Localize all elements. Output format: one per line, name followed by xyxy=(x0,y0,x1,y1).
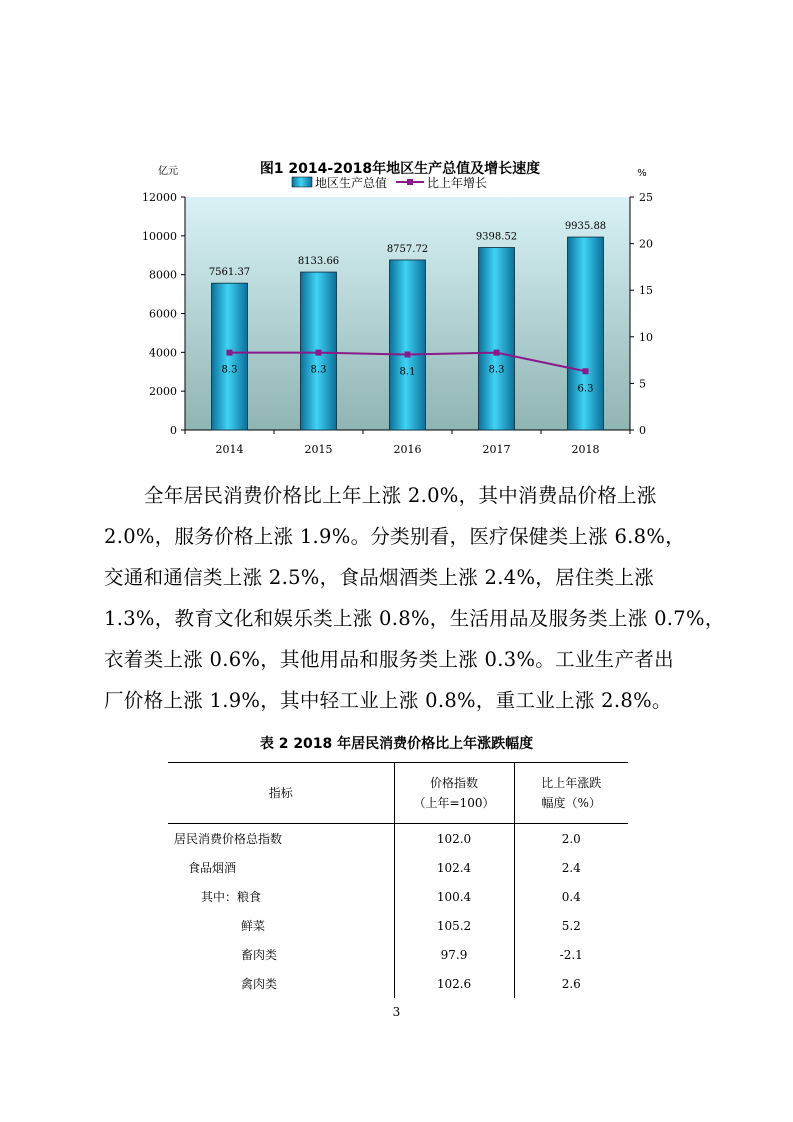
gdp-bar-label: 9398.52 xyxy=(475,231,518,243)
table-row xyxy=(168,969,628,998)
gdp-bar xyxy=(212,283,248,430)
growth-marker xyxy=(494,350,500,356)
row-change: 2.6 xyxy=(561,976,581,991)
x-tick-label: 2014 xyxy=(215,443,244,456)
table-row xyxy=(168,824,628,854)
cpi-paragraph xyxy=(104,475,725,721)
paragraph-line: 全年居民消费价格比上年上涨 2.0%，其中消费品价格上涨 xyxy=(144,484,657,507)
cpi-table xyxy=(168,762,628,998)
right-tick-label: 5 xyxy=(639,377,646,391)
row-index: 100.4 xyxy=(394,882,514,911)
page-number: 3 xyxy=(392,1005,401,1019)
legend-bar-label: 地区生产总值 xyxy=(315,176,388,190)
header-change xyxy=(514,763,628,824)
x-tick-label: 2018 xyxy=(571,443,600,456)
growth-value-label: 8.1 xyxy=(399,366,416,378)
paragraph-line: 交通和通信类上涨 2.5%，食品烟酒类上涨 2.4%，居住类上涨 xyxy=(104,566,655,589)
gdp-bar-label: 8133.66 xyxy=(297,256,340,268)
left-tick-label: 8000 xyxy=(149,268,177,282)
left-tick-label: 0 xyxy=(170,424,177,437)
row-change: -2.1 xyxy=(559,947,583,962)
growth-value-label: 8.3 xyxy=(488,364,505,376)
paragraph-line: 1.3%，教育文化和娱乐类上涨 0.8%，生活用品及服务类上涨 0.7%， xyxy=(104,607,725,630)
table-title: 表 2 2018 年居民消费价格比上年涨跌幅度 xyxy=(259,736,534,752)
row-index: 102.4 xyxy=(394,853,514,882)
header-price-index-line2: （上年=100） xyxy=(413,796,495,810)
chart-title: 图1 2014-2018年地区生产总值及增长速度 xyxy=(259,161,541,177)
x-tick-label: 2015 xyxy=(304,443,333,456)
legend xyxy=(292,175,487,190)
table-row xyxy=(168,940,628,969)
growth-marker xyxy=(583,368,589,374)
x-tick-label: 2017 xyxy=(482,443,511,456)
gdp-bar-label: 8757.72 xyxy=(386,243,429,255)
x-axis-ticks xyxy=(185,430,630,456)
row-name: 鲜菜 xyxy=(241,919,266,933)
header-price-index-line1: 价格指数 xyxy=(429,776,478,790)
header-change-line2: 幅度（%） xyxy=(541,796,601,810)
x-tick-label: 2016 xyxy=(393,443,422,456)
header-price-index xyxy=(394,763,514,824)
legend-line-marker xyxy=(407,179,413,185)
right-tick-label: 10 xyxy=(639,330,653,344)
header-indicator: 指标 xyxy=(168,763,394,824)
gdp-chart xyxy=(120,150,680,465)
gdp-bar-label: 9935.88 xyxy=(564,221,607,233)
table-row xyxy=(168,853,628,882)
growth-value-label: 6.3 xyxy=(577,383,594,395)
paragraph-line: 衣着类上涨 0.6%，其他用品和服务类上涨 0.3%。工业生产者出 xyxy=(104,648,674,671)
left-tick-label: 10000 xyxy=(142,229,177,243)
row-index: 102.6 xyxy=(394,969,514,998)
right-tick-label: 25 xyxy=(639,191,653,204)
row-name: 其中：粮食 xyxy=(201,890,262,904)
row-name: 畜肉类 xyxy=(241,948,278,962)
row-change: 2.0 xyxy=(561,831,581,846)
paragraph-line: 2.0%，服务价格上涨 1.9%。分类别看，医疗保健类上涨 6.8%， xyxy=(104,525,686,548)
gdp-bar-label: 7561.37 xyxy=(208,267,251,279)
right-tick-label: 15 xyxy=(639,284,653,298)
left-tick-label: 4000 xyxy=(149,346,177,360)
gdp-bar xyxy=(390,260,426,430)
row-index: 102.0 xyxy=(394,824,514,854)
right-tick-label: 20 xyxy=(639,237,653,251)
row-change: 2.4 xyxy=(561,860,581,875)
row-name: 食品烟酒 xyxy=(188,861,237,875)
left-axis-unit: 亿元 xyxy=(158,166,178,177)
table-row xyxy=(168,911,628,940)
gdp-bar xyxy=(479,248,515,430)
growth-marker xyxy=(405,352,411,358)
paragraph-line: 厂价格上涨 1.9%，其中轻工业上涨 0.8%，重工业上涨 2.8%。 xyxy=(104,689,672,712)
row-name: 禽肉类 xyxy=(241,977,278,991)
row-change: 5.2 xyxy=(561,918,581,933)
row-index: 97.9 xyxy=(394,940,514,969)
legend-line-label: 比上年增长 xyxy=(427,176,488,190)
gdp-bar xyxy=(568,237,604,430)
header-change-line1: 比上年涨跌 xyxy=(541,776,602,790)
right-axis-ticks xyxy=(630,191,653,437)
row-name: 居民消费价格总指数 xyxy=(174,832,283,846)
row-change: 0.4 xyxy=(561,889,581,904)
left-axis-ticks xyxy=(142,191,185,437)
growth-value-label: 8.3 xyxy=(310,364,327,376)
legend-bar-swatch xyxy=(292,177,312,187)
growth-value-label: 8.3 xyxy=(221,364,238,376)
right-axis-unit: % xyxy=(637,168,647,179)
table-header-row xyxy=(168,763,628,824)
table-row xyxy=(168,882,628,911)
row-index: 105.2 xyxy=(394,911,514,940)
left-tick-label: 12000 xyxy=(142,191,177,204)
left-tick-label: 6000 xyxy=(149,307,177,321)
growth-marker xyxy=(227,350,233,356)
right-tick-label: 0 xyxy=(639,424,646,437)
growth-marker xyxy=(316,350,322,356)
left-tick-label: 2000 xyxy=(149,385,177,399)
